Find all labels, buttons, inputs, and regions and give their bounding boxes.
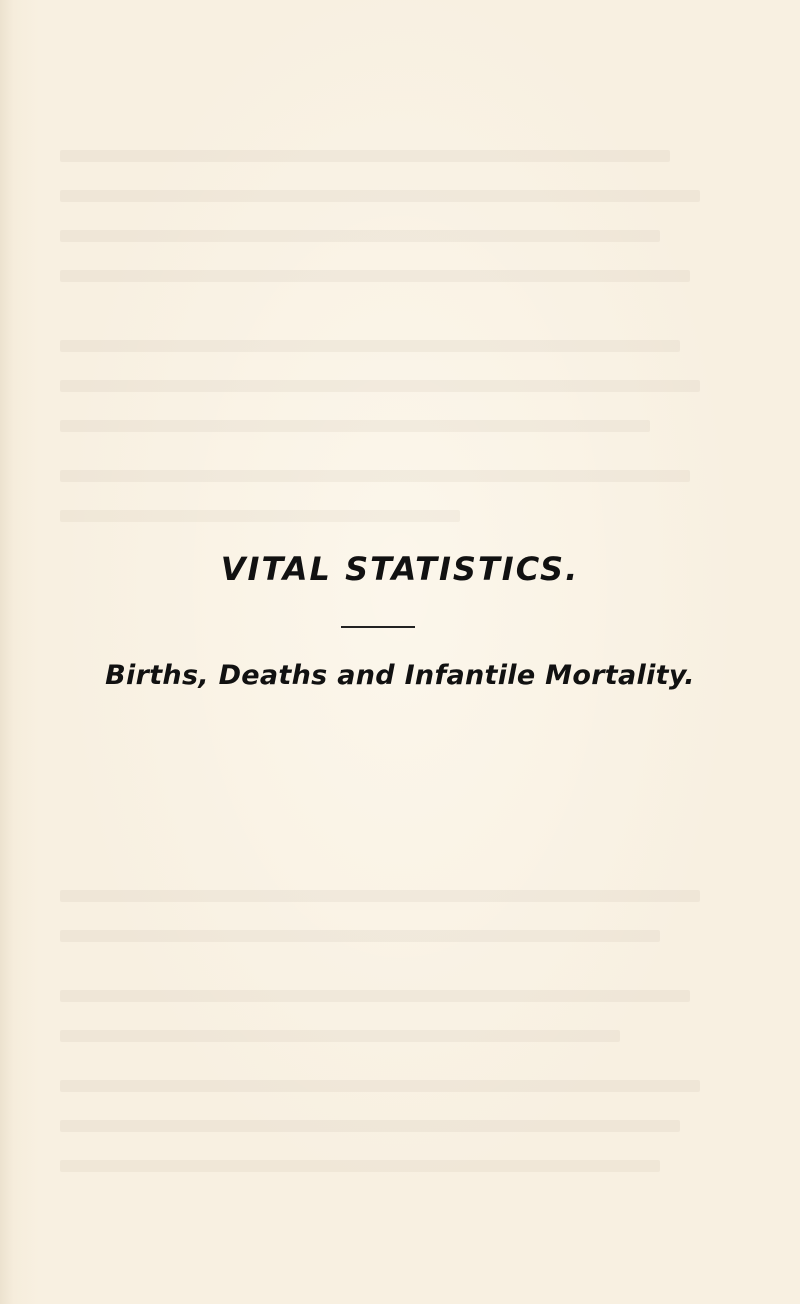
title-divider <box>341 626 415 628</box>
section-subtitle: Births, Deaths and Infantile Mortality. <box>105 660 695 691</box>
page-title: VITAL STATISTICS. <box>220 550 580 588</box>
